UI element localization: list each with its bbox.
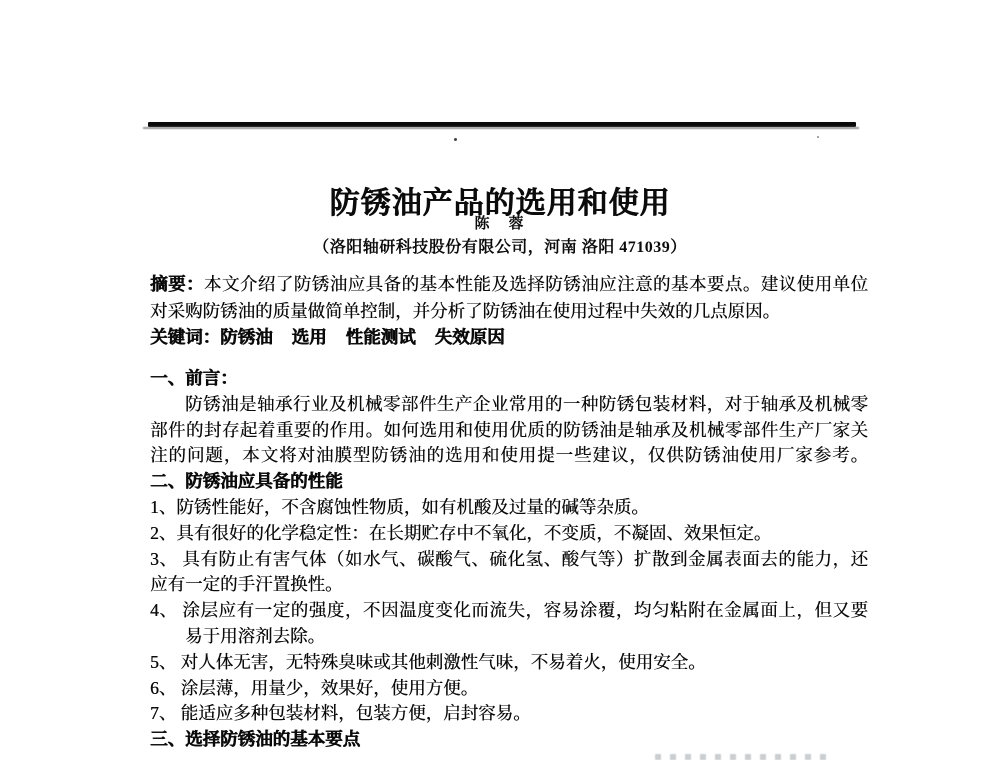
scan-speck [454,138,457,141]
abstract-label: 摘要： [150,274,204,294]
list-item-line: 7、 能适应多种包装材料，包装方便，启封容易。 [150,703,531,724]
keyword: 性能测试 [345,327,416,348]
keyword: 选用 [291,327,327,348]
page-edge-cutoff-text-fragment [655,754,827,760]
section-heading-intro: 一、前言： [150,368,238,388]
keyword: 防锈油 [220,327,273,348]
paragraph-line: 防锈油是轴承行业及机械零部件生产企业常用的一种防锈包装材料，对于轴承及机械零 [185,393,868,414]
list-item-continuation-line: 易于用溶剂去除。 [185,625,325,646]
abstract-block [150,271,868,351]
list-item-continuation-line: 应有一定的手汗置换性。 [150,574,343,595]
list-item-line: 2、具有很好的化学稳定性：在长期贮存中不氧化，不变质，不凝固、效果恒定。 [150,522,772,543]
abstract-line [150,271,868,298]
section-heading-selection: 三、选择防锈油的基本要点 [150,729,360,750]
list-item-line: 5、 对人体无害，无特殊臭味或其他刺激性气味，不易着火，使用安全。 [150,651,706,672]
keywords-label: 关键词： [150,327,220,348]
author-name: 陈 蓉 [474,216,526,232]
keyword: 失效原因 [434,327,505,348]
list-item-line: 1、防锈性能好，不含腐蚀性物质，如有机酸及过量的碱等杂质。 [150,496,649,517]
header-rule [148,122,856,127]
list-item-line: 4、 涂层应有一定的强度，不因温度变化而流失，容易涂覆，均匀粘附在金属面上，但又要 [150,600,868,621]
scan-speck [817,136,819,138]
abstract-line: 对采购防锈油的质量做简单控制，并分析了防锈油在使用过程中失效的几点原因。 [150,300,780,321]
section-heading-properties: 二、防锈油应具备的性能 [150,471,343,492]
list-item-line: 3、 具有防止有害气体（如水气、碳酸气、硫化氢、酸气等）扩散到金属表面去的能力，还 [150,548,868,569]
keywords-line [150,324,868,351]
abstract-text: 本文介绍了防锈油应具备的基本性能及选择防锈油应注意的基本要点。建议使用单位 [203,274,869,294]
paper-title: 防锈油产品的选用和使用 [329,187,671,221]
paragraph-line: 注的问题，本文将对油膜型防锈油的选用和使用提一些建议，仅供防锈油使用厂家参考。 [150,445,868,466]
author-affiliation: （洛阳轴研科技股份有限公司，河南 洛阳 471039） [313,239,687,256]
body-text-block [150,366,868,753]
paragraph-line: 部件的封存起着重要的作用。如何选用和使用优质的防锈油是轴承及机械零部件生产厂家关 [150,419,868,440]
list-item-line: 6、 涂层薄，用量少，效果好，使用方便。 [150,677,479,698]
